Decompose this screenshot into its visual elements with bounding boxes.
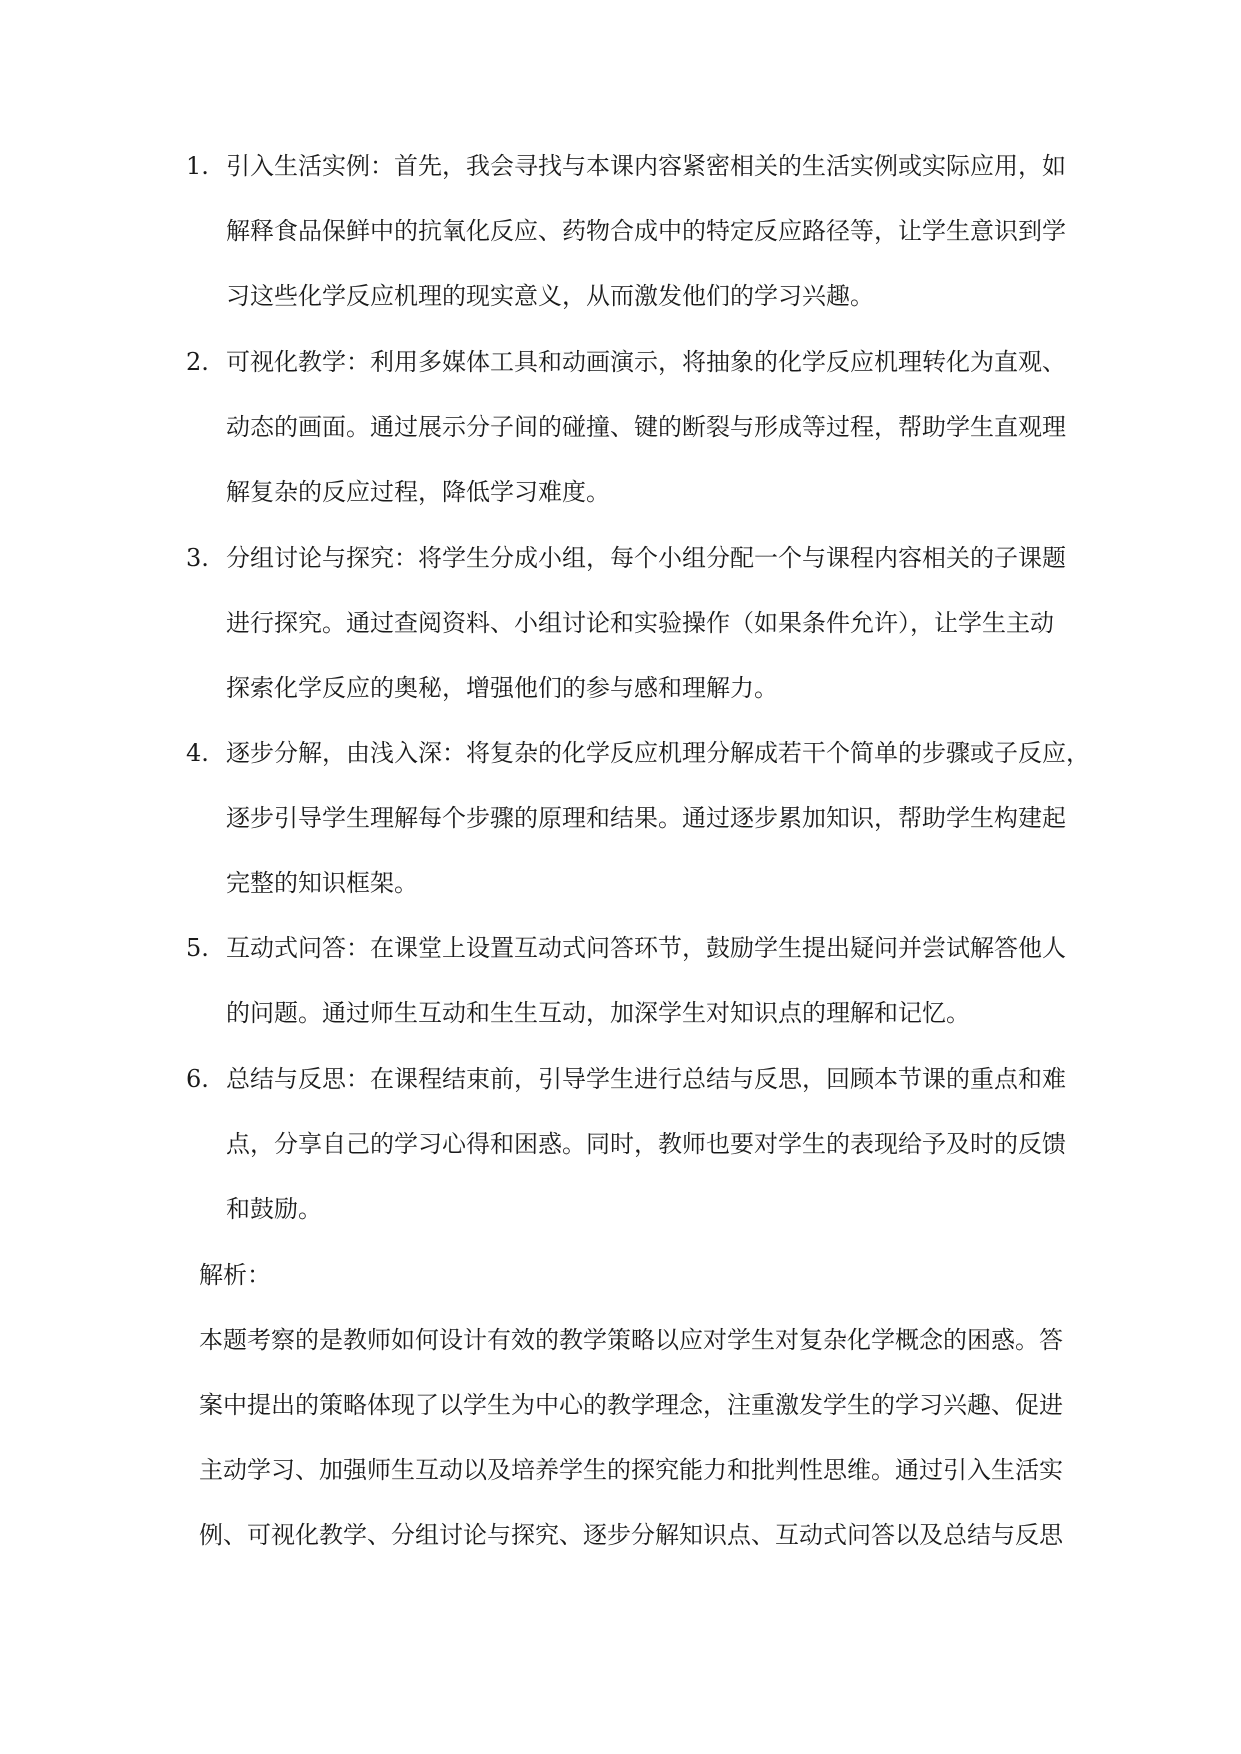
list-text-line: 总结与反思：在课程结束前，引导学生进行总结与反思，回顾本节课的重点和难 xyxy=(226,1065,1066,1093)
analysis-heading: 解析： xyxy=(199,1261,271,1289)
list-text-line: 的问题。通过师生互动和生生互动，加深学生对知识点的理解和记忆。 xyxy=(226,999,970,1027)
list-number: 4. xyxy=(186,739,209,767)
list-text-line: 逐步分解，由浅入深：将复杂的化学反应机理分解成若干个简单的步骤或子反应， xyxy=(226,739,1090,767)
list-text-line: 完整的知识框架。 xyxy=(226,869,418,897)
list-text-line: 和鼓励。 xyxy=(226,1195,322,1223)
list-text-line: 点，分享自己的学习心得和困惑。同时，教师也要对学生的表现给予及时的反馈 xyxy=(226,1130,1066,1158)
analysis-text-line: 例、可视化教学、分组讨论与探究、逐步分解知识点、互动式问答以及总结与反思 xyxy=(199,1521,1063,1549)
list-text-line: 互动式问答：在课堂上设置互动式问答环节，鼓励学生提出疑问并尝试解答他人 xyxy=(226,934,1066,962)
list-text-line: 进行探究。通过查阅资料、小组讨论和实验操作（如果条件允许），让学生主动 xyxy=(226,609,1054,637)
list-text-line: 解复杂的反应过程，降低学习难度。 xyxy=(226,478,610,506)
analysis-text-line: 案中提出的策略体现了以学生为中心的教学理念，注重激发学生的学习兴趣、促进 xyxy=(199,1391,1063,1419)
analysis-text-line: 本题考察的是教师如何设计有效的教学策略以应对学生对复杂化学概念的困惑。答 xyxy=(199,1326,1063,1354)
list-text-line: 逐步引导学生理解每个步骤的原理和结果。通过逐步累加知识，帮助学生构建起 xyxy=(226,804,1066,832)
list-text-line: 探索化学反应的奥秘，增强他们的参与感和理解力。 xyxy=(226,674,778,702)
list-number: 6. xyxy=(186,1065,209,1093)
list-number: 5. xyxy=(186,934,209,962)
list-text-line: 动态的画面。通过展示分子间的碰撞、键的断裂与形成等过程，帮助学生直观理 xyxy=(226,413,1066,441)
list-number: 2. xyxy=(186,348,209,376)
list-number: 3. xyxy=(186,544,209,572)
list-text-line: 分组讨论与探究：将学生分成小组，每个小组分配一个与课程内容相关的子课题 xyxy=(226,544,1066,572)
list-number: 1. xyxy=(186,152,209,180)
list-text-line: 可视化教学：利用多媒体工具和动画演示，将抽象的化学反应机理转化为直观、 xyxy=(226,348,1066,376)
list-text-line: 引入生活实例：首先，我会寻找与本课内容紧密相关的生活实例或实际应用，如 xyxy=(226,152,1066,180)
list-text-line: 解释食品保鲜中的抗氧化反应、药物合成中的特定反应路径等，让学生意识到学 xyxy=(226,217,1066,245)
analysis-text-line: 主动学习、加强师生互动以及培养学生的探究能力和批判性思维。通过引入生活实 xyxy=(199,1456,1063,1484)
list-text-line: 习这些化学反应机理的现实意义，从而激发他们的学习兴趣。 xyxy=(226,282,874,310)
